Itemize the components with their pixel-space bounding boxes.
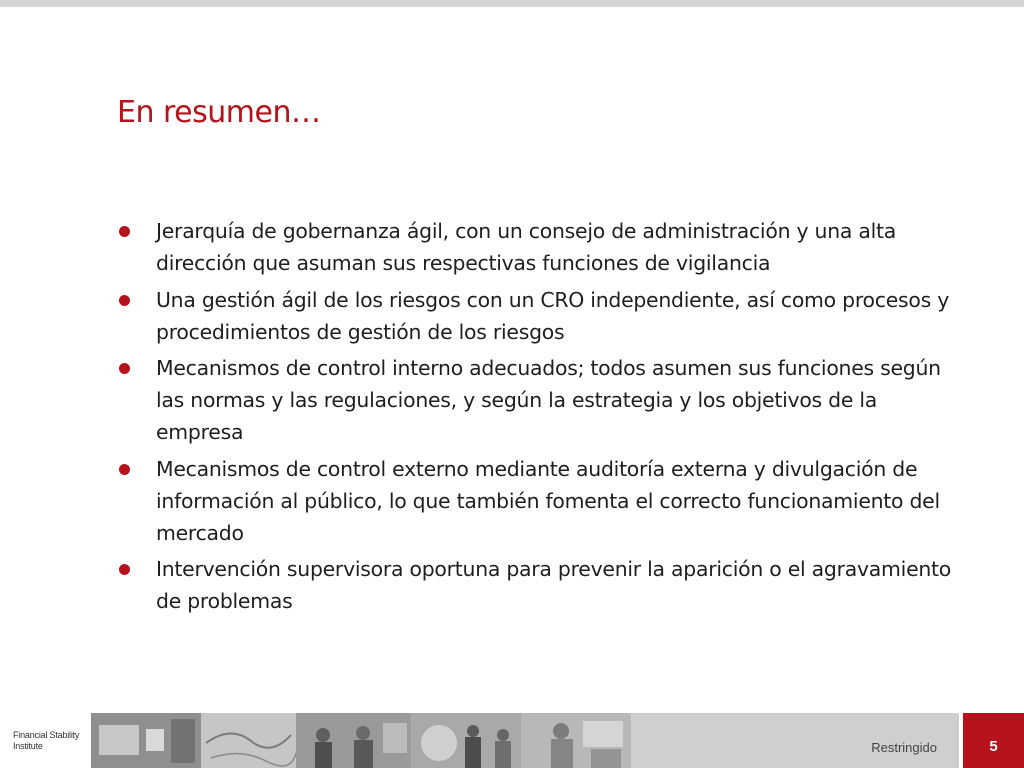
- page-number-box: [963, 713, 1024, 768]
- logo-text: [13, 730, 79, 752]
- bullet-dot-icon: [119, 564, 130, 575]
- list-item: [119, 284, 959, 348]
- photo-collage-strip: [91, 713, 631, 768]
- bullet-dot-icon: [119, 363, 130, 374]
- top-divider-bar: [0, 0, 1024, 7]
- list-item: [119, 215, 959, 279]
- footer-bar: [631, 713, 959, 768]
- bullet-text: Mecanismos de control externo mediante auditoría externa y divulgación de información al público, lo que también fomenta el correcto funcionamiento del mercado: [156, 456, 940, 545]
- slide-title: En resumen…: [117, 95, 321, 130]
- bullet-text: Jerarquía de gobernanza ágil, con un consejo de administración y una alta dirección que asuman sus respectivas funciones de vigilancia: [156, 219, 896, 275]
- bullet-dot-icon: [119, 464, 130, 475]
- bullet-text: Una gestión ágil de los riesgos con un CRO independiente, así como procesos y procedimientos de gestión de los riesgos: [156, 287, 950, 344]
- bullet-text: Intervención supervisora oportuna para prevenir la aparición o el agravamiento de problemas: [156, 557, 952, 613]
- list-item: [119, 453, 959, 549]
- bullet-dot-icon: [119, 295, 130, 306]
- footer: [0, 713, 1024, 768]
- fsi-logo: [0, 713, 91, 768]
- bullet-text: Mecanismos de control interno adecuados; todos asumen sus funciones según las normas y las regulaciones, y según la estrategia y los objetivos de la empresa: [156, 356, 941, 444]
- logo-line-2: Institute: [13, 741, 43, 751]
- list-item: [119, 352, 959, 448]
- photo-collage-image: [91, 713, 631, 768]
- classification-label: Restringido: [871, 740, 937, 755]
- bullet-list: [119, 215, 959, 622]
- page-number: 5: [989, 738, 998, 755]
- list-item: [119, 553, 959, 617]
- bullet-dot-icon: [119, 226, 130, 237]
- logo-line-1: Financial Stability: [13, 730, 80, 740]
